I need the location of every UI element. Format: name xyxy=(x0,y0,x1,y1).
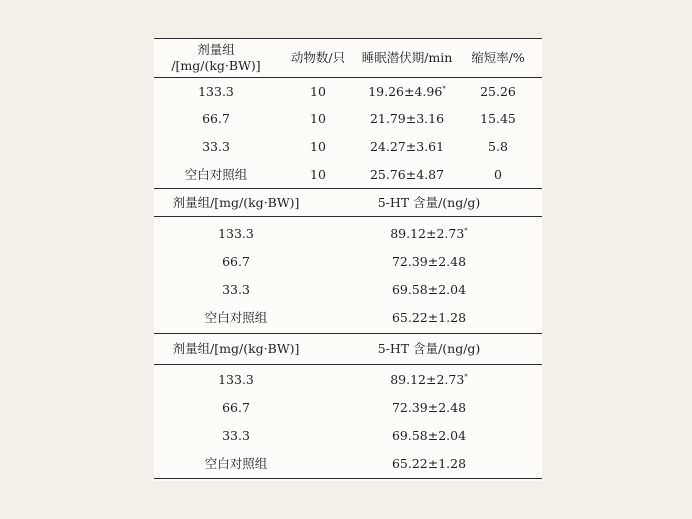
table3-row3-dose: 33.3 xyxy=(222,428,250,443)
table1-row1-animals: 10 xyxy=(310,84,326,99)
table2-row1-value: 89.12±2.73* xyxy=(390,226,468,241)
table1-header-animals: 动物数/只 xyxy=(290,50,346,65)
table1-row2-dose: 66.7 xyxy=(202,111,230,126)
table3-row2-value: 72.39±2.48 xyxy=(391,400,467,415)
table1-row3-dose: 33.3 xyxy=(202,139,230,154)
table3-row1-value: 89.12±2.73* xyxy=(390,372,468,387)
table1-header-shorten: 缩短率/% xyxy=(471,50,525,65)
table1-row3-shorten: 5.8 xyxy=(488,139,508,154)
table2-header-ht: 5-HT 含量/(ng/g) xyxy=(377,195,481,210)
significance-mark: * xyxy=(464,226,468,235)
table2-row2-dose: 66.7 xyxy=(222,254,250,269)
table2-row1-dose: 133.3 xyxy=(218,226,254,241)
significance-mark: * xyxy=(464,372,468,381)
table1-row3-latency: 24.27±3.61 xyxy=(369,139,445,154)
table1-header-group-line2: /[mg/(kg·BW)] xyxy=(171,58,261,73)
table3-header-group: 剂量组/[mg/(kg·BW)] xyxy=(172,341,300,356)
table3-row4-dose: 空白对照组 xyxy=(204,456,268,471)
table1-row1-shorten: 25.26 xyxy=(480,84,516,99)
table3-row2-dose: 66.7 xyxy=(222,400,250,415)
table1-header-group-line1: 剂量组 xyxy=(197,42,235,57)
table3-header-ht: 5-HT 含量/(ng/g) xyxy=(377,341,481,356)
table2-row3-dose: 33.3 xyxy=(222,282,250,297)
table1-row4-shorten: 0 xyxy=(494,167,502,182)
table1-bottom-rule xyxy=(154,188,542,189)
table2-header-rule xyxy=(154,216,542,217)
table1-row1-latency: 19.26±4.96* xyxy=(368,84,446,99)
table2-row2-value: 72.39±2.48 xyxy=(391,254,467,269)
document-page xyxy=(154,38,542,481)
table2-header-group: 剂量组/[mg/(kg·BW)] xyxy=(172,195,300,210)
table3-header-rule xyxy=(154,364,542,365)
table1-row3-animals: 10 xyxy=(310,139,326,154)
table3-row3-value: 69.58±2.04 xyxy=(391,428,467,443)
table3-row4-value: 65.22±1.28 xyxy=(391,456,467,471)
table1-row1-dose: 133.3 xyxy=(198,84,234,99)
table1-header-rule xyxy=(154,77,542,78)
table1-row2-animals: 10 xyxy=(310,111,326,126)
table2-bottom-rule xyxy=(154,333,542,334)
table2-row4-value: 65.22±1.28 xyxy=(391,310,467,325)
table1-row4-dose: 空白对照组 xyxy=(184,167,248,182)
table1-row4-animals: 10 xyxy=(310,167,326,182)
table2-row4-dose: 空白对照组 xyxy=(204,310,268,325)
table1-top-rule xyxy=(154,38,542,39)
significance-mark: * xyxy=(442,84,446,93)
table1-row4-latency: 25.76±4.87 xyxy=(369,167,445,182)
table1-row2-shorten: 15.45 xyxy=(480,111,516,126)
table2-row3-value: 69.58±2.04 xyxy=(391,282,467,297)
table1-header-latency: 睡眠潜伏期/min xyxy=(361,50,453,65)
table3-bottom-rule xyxy=(154,478,542,479)
table1-row2-latency: 21.79±3.16 xyxy=(369,111,445,126)
table3-row1-dose: 133.3 xyxy=(218,372,254,387)
